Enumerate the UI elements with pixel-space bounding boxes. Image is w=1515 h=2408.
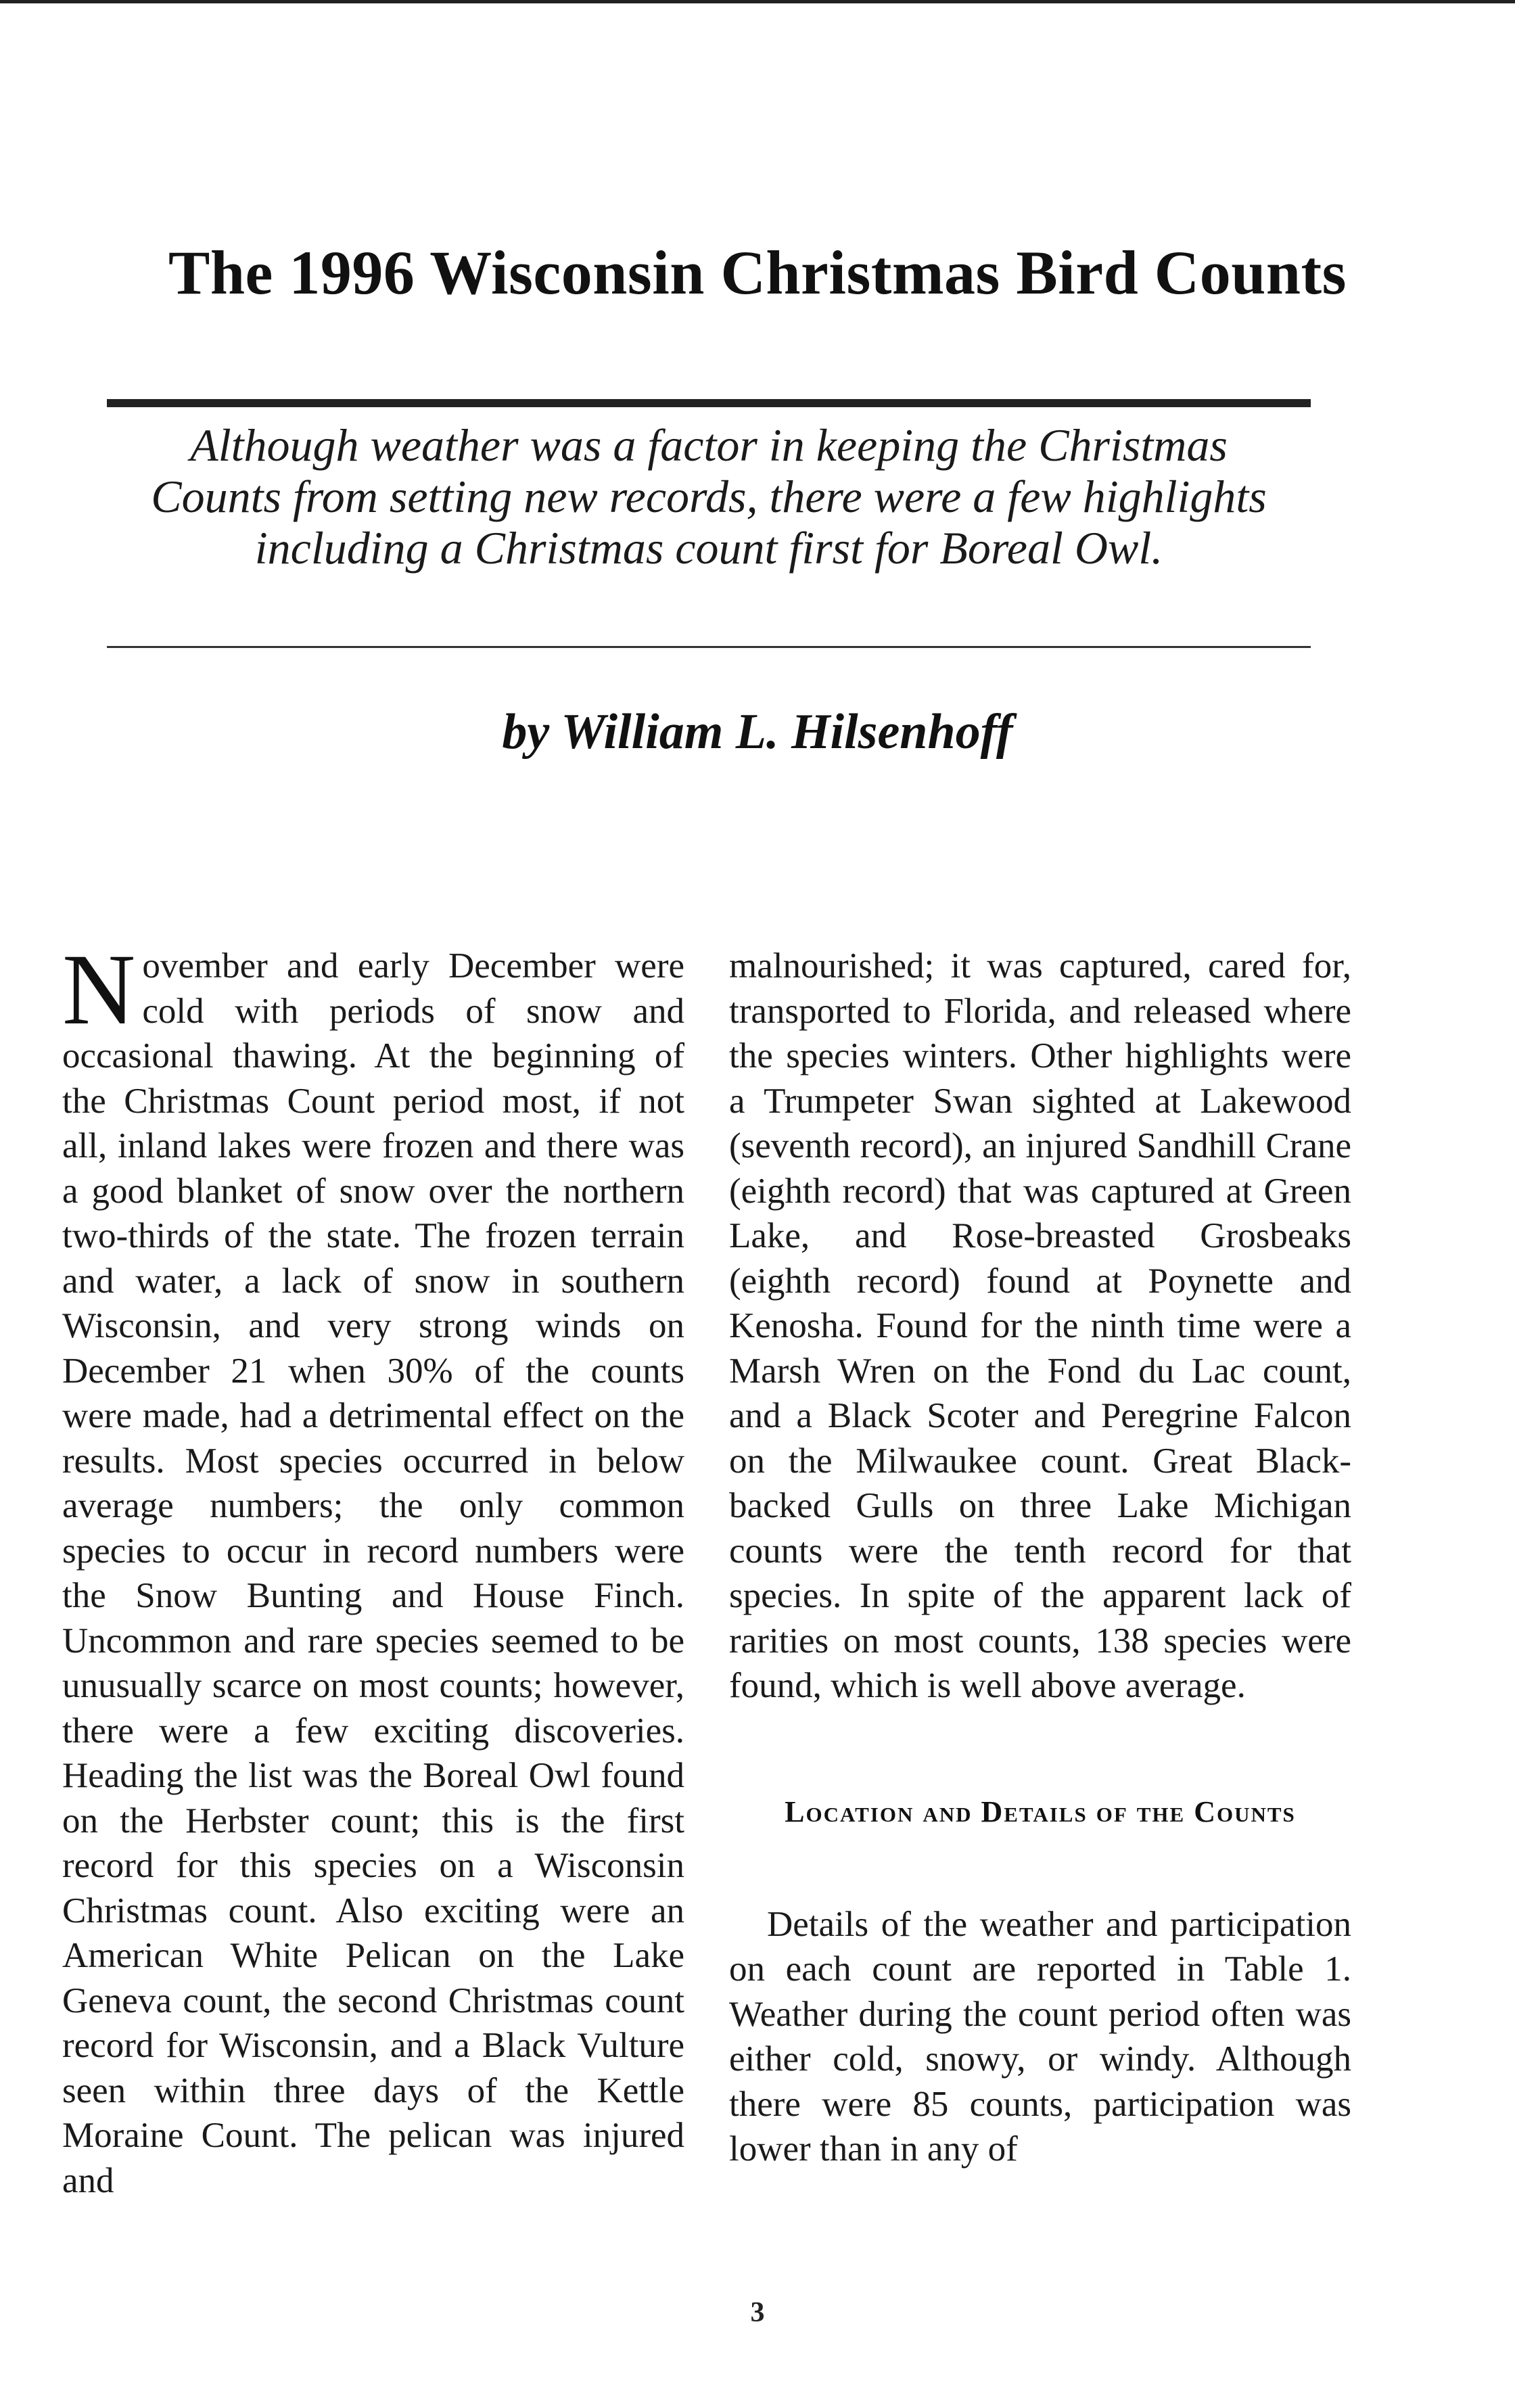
body-column-left — [62, 933, 684, 2203]
section-paragraph: Details of the weather and participation on each count are reported in Table 1. Weather during the count period often was either cold, snowy, or windy. Although there were 85 counts, participation was lower than in any of — [729, 1904, 1351, 2169]
deck-bottom-rule — [107, 646, 1311, 648]
left-column-text: ovember and early December were cold with periods of snow and occasional thawing. At the beginning of the Christmas Count period most, if not all, inland lakes were frozen and there was a good blanket of snow over the northern two-thirds of the state. The frozen terrain and water, a lack of snow in southern Wisconsin, and very strong winds on December 21 when 30% of the counts were made, had a detrimental effect on the results. Most species occurred in below average numbers; the only common species to occur in record numbers were the Snow Bunting and House Finch. Uncommon and rare species seemed to be unusually scarce on most counts; however, there were a few exciting discoveries. Heading the list was the Boreal Owl found on the Herbster count; this is the first record for this species on a Wisconsin Christmas count. Also exciting were an American White Pelican on the Lake Geneva count, the second Christmas count record for Wisconsin, and a Black Vulture seen within three days of the Kettle Moraine Count. The pelican was injured and — [62, 946, 684, 2200]
top-border-rule — [0, 0, 1515, 3]
section-heading: Location and Details of the Counts — [785, 1795, 1296, 1828]
deck-line: Although weather was a factor in keeping the Christmas — [190, 419, 1228, 471]
body-column-right — [729, 944, 1351, 2172]
body-paragraph-continued: malnourished; it was captured, cared for, transported to Florida, and released where the species winters. Other highlights were a Trumpeter Swan sighted at Lakewood (seventh record), an injured Sandhill Crane (eighth record) that was captured at Green Lake, and Rose-breasted Grosbeaks (eighth record) found at Poynette and Kenosha. Found for the ninth time were a Marsh Wren on the Fond du Lac count, and a Black Scoter and Peregrine Falcon on the Milwaukee count. Great Black-backed Gulls on three Lake Michigan counts were the tenth record for that species. In spite of the apparent lack of rarities on most counts, 138 species were found, which is well above average. — [729, 946, 1351, 1705]
article-title: The 1996 Wisconsin Christmas Bird Counts — [168, 238, 1347, 307]
deck-line: including a Christmas count first for Boreal Owl. — [254, 522, 1163, 574]
page-number: 3 — [750, 2297, 765, 2328]
author-byline: by William L. Hilsenhoff — [502, 704, 1013, 760]
drop-cap: N — [62, 933, 136, 1046]
deck-line: Counts from setting new records, there were a few highlights — [151, 471, 1267, 522]
body-paragraph — [62, 933, 684, 2203]
article-deck — [107, 419, 1311, 574]
deck-top-rule — [107, 399, 1311, 407]
